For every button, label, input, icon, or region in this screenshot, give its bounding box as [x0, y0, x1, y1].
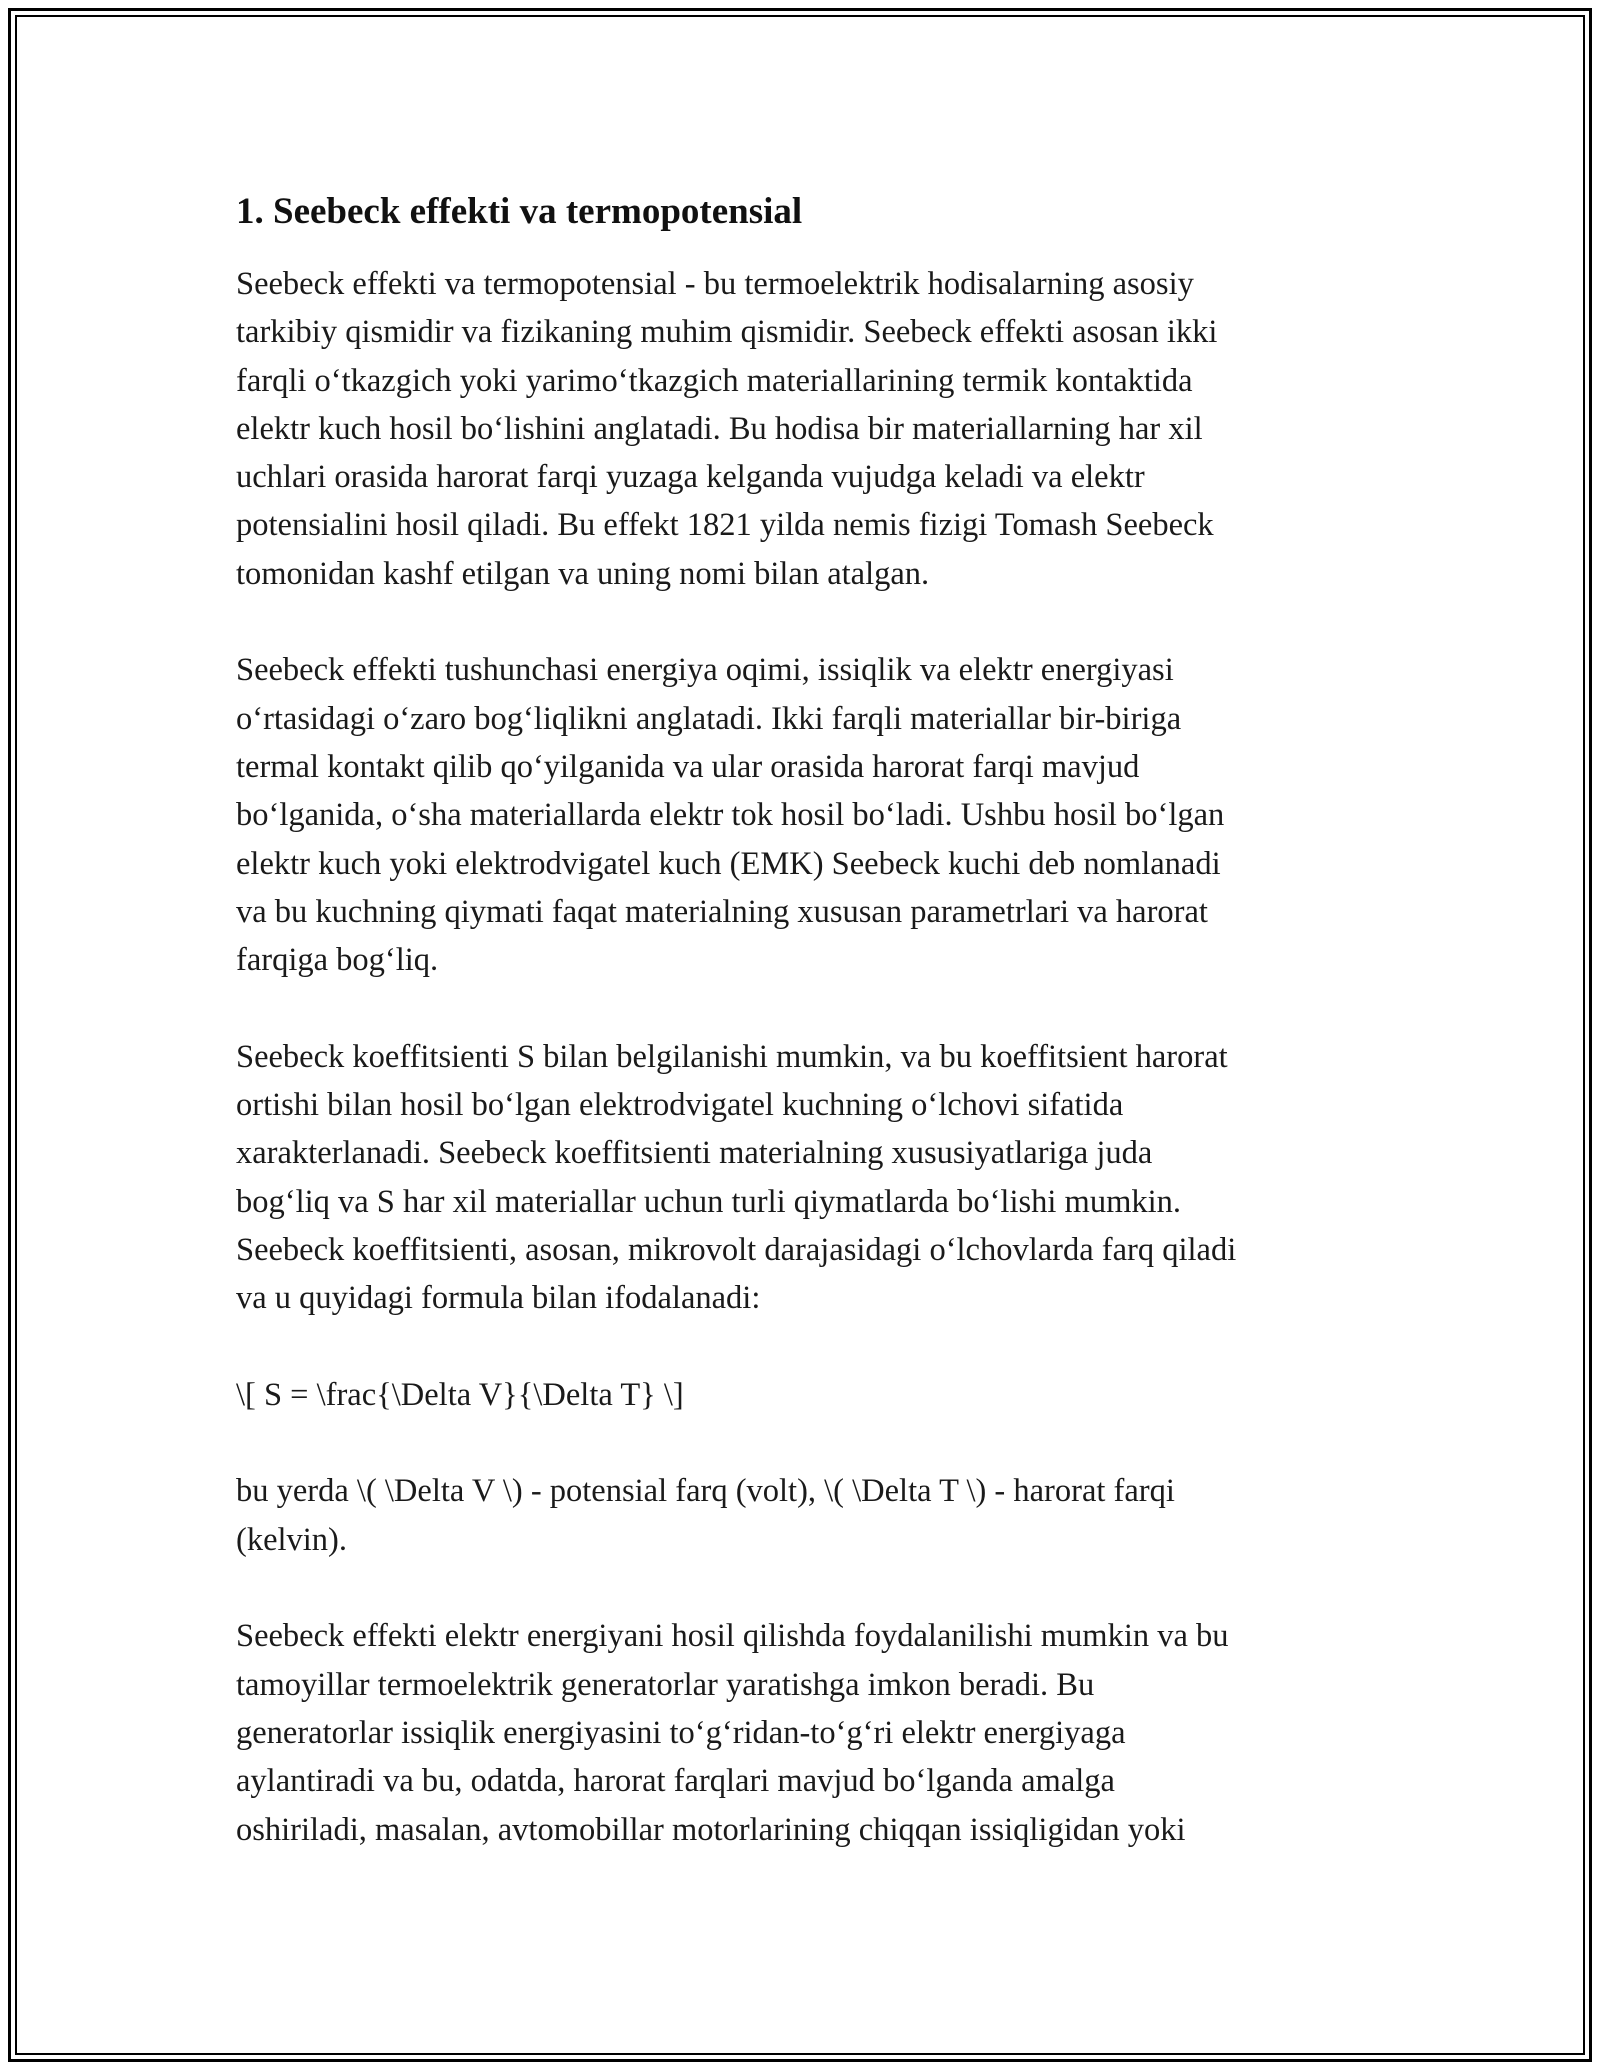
text-line: farqli o‘tkazgich yoki yarimo‘tkazgich materiallarining termik kontaktida — [236, 362, 1193, 399]
document-body — [236, 186, 1386, 1854]
paragraph-applications — [236, 1612, 1386, 1853]
text-line: Seebeck koeffitsienti S bilan belgilanishi mumkin, va bu koeffitsient harorat — [236, 1038, 1228, 1075]
text-line: bo‘lganida, o‘sha materiallarda elektr tok hosil bo‘ladi. Ushbu hosil bo‘lgan — [236, 797, 1225, 834]
text-line: Seebeck koeffitsienti, asosan, mikrovolt darajasidagi o‘lchovlarda farq qiladi — [236, 1231, 1237, 1268]
formula-line: \[ S = \frac{\Delta V}{\Delta T} \] — [236, 1376, 684, 1413]
paragraph-formula-explanation — [236, 1467, 1386, 1564]
text-line: xarakterlanadi. Seebeck koeffitsienti materialning xususiyatlariga juda — [236, 1135, 1153, 1172]
text-line: termal kontakt qilib qo‘yilganida va ular orasida harorat farqi mavjud — [236, 748, 1140, 785]
text-line: tomonidan kashf etilgan va uning nomi bilan atalgan. — [236, 555, 930, 592]
text-line: ortishi bilan hosil bo‘lgan elektrodvigatel kuchning o‘lchovi sifatida — [236, 1087, 1124, 1124]
text-line: Seebeck effekti elektr energiyani hosil qilishda foydalanilishi mumkin va bu — [236, 1618, 1229, 1655]
text-line: Seebeck effekti va termopotensial - bu termoelektrik hodisalarning asosiy — [236, 266, 1194, 302]
paragraph-coefficient — [236, 1033, 1386, 1323]
text-line: aylantiradi va bu, odatda, harorat farqlari mavjud bo‘lganda amalga — [236, 1763, 1115, 1800]
text-line: va u quyidagi formula bilan ifodalanadi: — [236, 1280, 761, 1317]
text-line: tarkibiy qismidir va fizikaning muhim qismidir. Seebeck effekti asosan ikki — [236, 314, 1218, 351]
section-heading: 1. Seebeck effekti va termopotensial — [236, 191, 803, 232]
text-line: (kelvin). — [236, 1521, 348, 1558]
text-line: tamoyillar termoelektrik generatorlar yaratishga imkon beradi. Bu — [236, 1666, 1095, 1703]
formula-block — [236, 1371, 1386, 1419]
paragraph-intro — [236, 260, 1386, 598]
text-line: uchlari orasida harorat farqi yuzaga kelganda vujudga keladi va elektr — [236, 459, 1145, 496]
text-line: Seebeck effekti tushunchasi energiya oqimi, issiqlik va elektr energiyasi — [236, 652, 1174, 689]
text-line: bog‘liq va S har xil materiallar uchun turli qiymatlarda bo‘lishi mumkin. — [236, 1183, 1182, 1220]
text-line: elektr kuch yoki elektrodvigatel kuch (EMK) Seebeck kuchi deb nomlanadi — [236, 845, 1221, 882]
text-line: oshiriladi, masalan, avtomobillar motorlarining chiqqan issiqligidan yoki — [236, 1811, 1186, 1848]
text-line: elektr kuch hosil bo‘lishini anglatadi. Bu hodisa bir materiallarning har xil — [236, 410, 1203, 447]
text-line: farqiga bog‘liq. — [236, 942, 439, 979]
text-line: o‘rtasidagi o‘zaro bog‘liqlikni anglatadi. Ikki farqli materiallar bir-biriga — [236, 700, 1182, 737]
text-line: bu yerda \( \Delta V \) - potensial farq (volt), \( \Delta T \) - harorat farqi — [236, 1473, 1175, 1510]
text-line: potensialini hosil qiladi. Bu effekt 1821 yilda nemis fizigi Tomash Seebeck — [236, 507, 1214, 544]
paragraph-concept — [236, 646, 1386, 984]
text-line: va bu kuchning qiymati faqat materialning xususan parametrlari va harorat — [236, 893, 1208, 930]
text-line: generatorlar issiqlik energiyasini to‘g‘ridan-to‘g‘ri elektr energiyaga — [236, 1714, 1126, 1751]
